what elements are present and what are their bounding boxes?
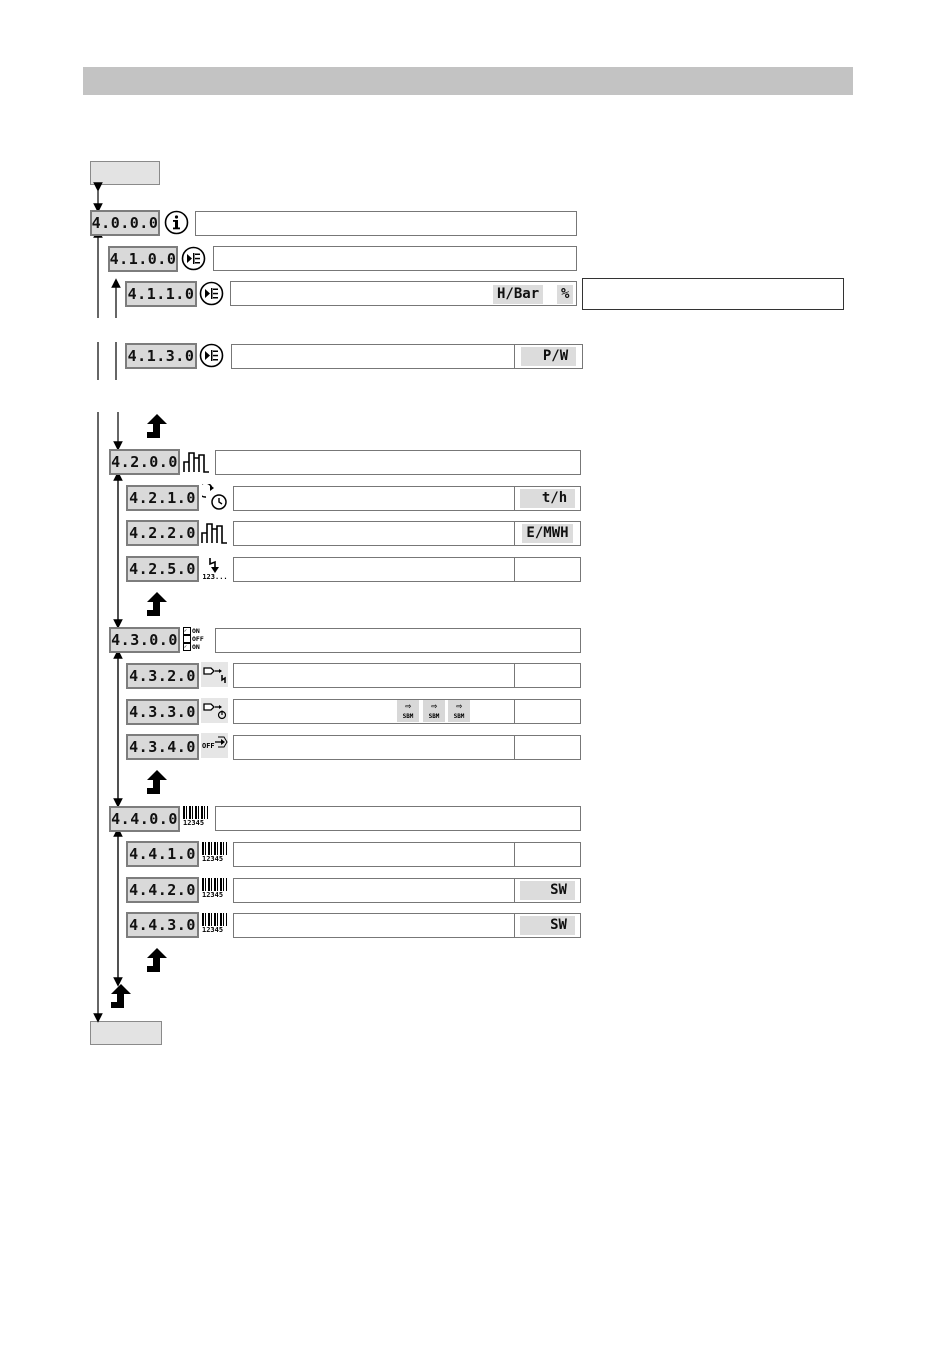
- barcode-icon: [183, 806, 210, 830]
- value-field-4100: [213, 246, 577, 271]
- unit-box-4420: [514, 878, 581, 903]
- value-field-4000: [195, 211, 577, 236]
- checklist-on-label: ON: [192, 643, 200, 651]
- info-icon: [164, 210, 189, 235]
- barcode-icon: [202, 878, 229, 902]
- value-field-4130: [231, 344, 515, 369]
- bar-graph-icon: [183, 450, 210, 474]
- menu-code-4430[interactable]: 4.4.3.0: [126, 912, 199, 938]
- menu-code-4250[interactable]: 4.2.5.0: [126, 556, 199, 582]
- off-input-text: OFF: [202, 742, 215, 750]
- barcode-digits: 12345: [202, 926, 224, 934]
- return-arrow-icon[interactable]: [145, 947, 169, 973]
- forward-list-icon: [199, 281, 224, 306]
- sbm-label: SBM: [453, 713, 465, 720]
- value-field-4330: [233, 699, 515, 724]
- cycle-clock-icon: [202, 484, 228, 511]
- menu-code-4220[interactable]: 4.2.2.0: [126, 520, 199, 546]
- unit-label-pw: P/W: [521, 347, 576, 366]
- value-field-4210: [233, 486, 515, 511]
- menu-code-4130[interactable]: 4.1.3.0: [125, 343, 197, 369]
- off-input-icon: [201, 733, 228, 758]
- forward-list-icon: [181, 246, 206, 271]
- sbm-power-icon: ⇨ SBM: [397, 700, 419, 722]
- unit-label-percent: %: [557, 285, 573, 304]
- value-field-4340: [233, 735, 515, 760]
- value-field-4250: [233, 557, 515, 582]
- unit-box-4320: [514, 663, 581, 688]
- unit-box-4430: [514, 913, 581, 938]
- checklist-off-label: OFF: [192, 635, 204, 643]
- return-arrow-icon[interactable]: [145, 591, 169, 617]
- unit-label-th: t/h: [520, 489, 575, 508]
- barcode-icon: [202, 913, 229, 937]
- menu-code-4100[interactable]: 4.1.0.0: [108, 246, 178, 272]
- sbm-on-icon: ⇨ SBM: [423, 700, 445, 722]
- menu-code-4000[interactable]: 4.0.0.0: [90, 210, 160, 236]
- unit-box-4220: [514, 521, 581, 546]
- barcode-digits: 12345: [183, 819, 205, 827]
- unit-label-hbar: H/Bar: [493, 285, 543, 304]
- unit-box-4250: [514, 557, 581, 582]
- menu-code-4300[interactable]: 4.3.0.0: [109, 627, 180, 653]
- return-arrow-icon[interactable]: [145, 769, 169, 795]
- menu-code-4330[interactable]: 4.3.3.0: [126, 699, 199, 725]
- checklist-on-label: ON: [192, 627, 200, 635]
- value-field-4430: [233, 913, 515, 938]
- unit-box-4330: [514, 699, 581, 724]
- return-arrow-icon[interactable]: [145, 413, 169, 439]
- forward-list-icon: [199, 343, 224, 368]
- menu-code-4410[interactable]: 4.4.1.0: [126, 841, 199, 867]
- menu-code-4200[interactable]: 4.2.0.0: [109, 449, 180, 475]
- unit-box-4210: [514, 486, 581, 511]
- sbm-fault-icon: ⇨ SBM: [448, 700, 470, 722]
- fault-counter-text: 123...: [202, 572, 228, 581]
- on-off-checklist-icon: ✓ ON OFF ✓ ON: [184, 627, 204, 651]
- return-arrow-icon[interactable]: [109, 983, 133, 1009]
- value-field-4300: [215, 628, 581, 653]
- menu-code-4340[interactable]: 4.3.4.0: [126, 734, 199, 760]
- unit-label-emwh: E/MWH: [522, 524, 572, 543]
- value-field-4400: [215, 806, 581, 831]
- value-field-4410: [233, 842, 515, 867]
- extra-info-box: [582, 278, 844, 310]
- unit-box-4130: [514, 344, 583, 369]
- bar-graph-icon: [201, 521, 228, 545]
- barcode-digits: 12345: [202, 855, 224, 863]
- value-field-4220: [233, 521, 515, 546]
- input-power-icon: [201, 698, 228, 723]
- menu-code-4420[interactable]: 4.4.2.0: [126, 877, 199, 903]
- menu-code-4320[interactable]: 4.3.2.0: [126, 663, 199, 689]
- unit-box-4340: [514, 735, 581, 760]
- barcode-icon: [202, 842, 229, 866]
- value-field-4320: [233, 663, 515, 688]
- barcode-digits: 12345: [202, 891, 224, 899]
- value-field-4200: [215, 450, 581, 475]
- value-field-4420: [233, 878, 515, 903]
- menu-code-4400[interactable]: 4.4.0.0: [109, 806, 180, 832]
- sbm-label: SBM: [428, 713, 440, 720]
- menu-code-4110[interactable]: 4.1.1.0: [125, 281, 197, 307]
- input-fault-icon: [201, 662, 228, 687]
- unit-box-4410: [514, 842, 581, 867]
- fault-counter-icon: [201, 555, 229, 582]
- unit-label-sw: SW: [520, 881, 575, 900]
- unit-label-sw: SW: [520, 916, 575, 935]
- sbm-label: SBM: [402, 713, 414, 720]
- menu-code-4210[interactable]: 4.2.1.0: [126, 485, 199, 511]
